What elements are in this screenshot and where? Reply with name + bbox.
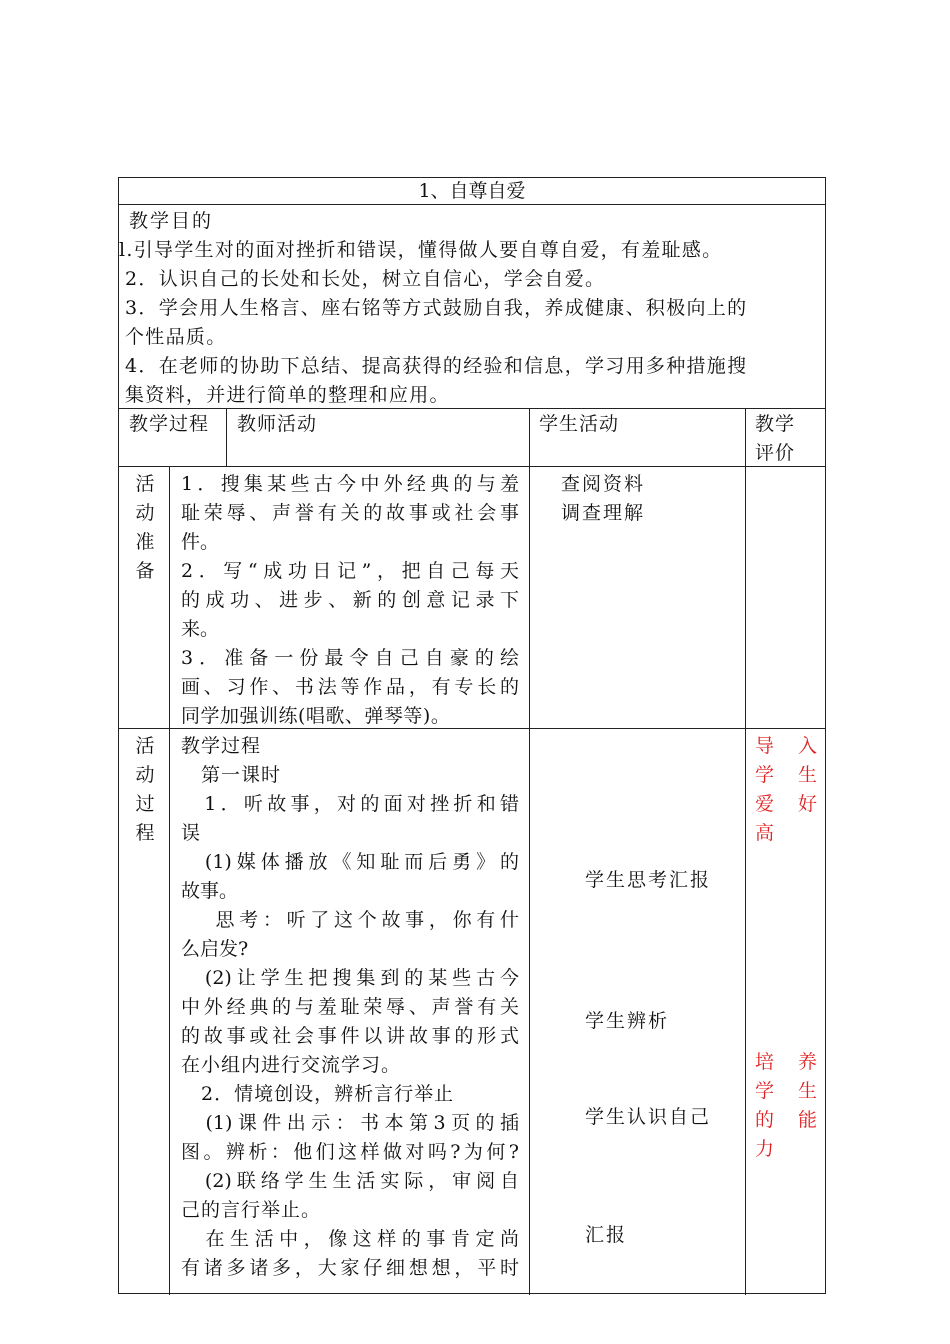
- lesson-title: 1、自尊自爱: [418, 180, 526, 202]
- process-line: 第一课时: [181, 764, 282, 786]
- lesson-plan-table: [118, 177, 826, 1294]
- process-line: 图。辨析：他们这样做对吗?为何?: [181, 1141, 519, 1163]
- process-line: 故事。: [181, 880, 239, 902]
- process-student-item: 学生辨析: [585, 1010, 670, 1032]
- evaluation-note-1: 导 入 学 生 爱 好 高: [755, 735, 817, 844]
- prep-line: 件。: [181, 531, 220, 553]
- column-divider: [226, 408, 227, 466]
- divider: [119, 728, 825, 729]
- objectives-heading: 教学目的: [129, 210, 214, 232]
- objective-item: l.引导学生对的面对挫折和错误，懂得做人要自尊自爱，有羞耻感。: [119, 239, 723, 261]
- objective-item: 个性品质。: [125, 326, 227, 348]
- objective-item: 3．学会用人生格言、座右铭等方式鼓励自我，养成健康、积极向上的: [125, 297, 748, 319]
- evaluation-note-2: 培 养 学 生 的 能 力: [755, 1051, 817, 1160]
- objective-item: 4．在老师的协助下总结、提高获得的经验和信息，学习用多种措施搜: [125, 355, 748, 377]
- process-line: 中外经典的与羞耻荣辱、声誉有关: [181, 996, 519, 1018]
- divider: [119, 204, 825, 205]
- prep-line: 画、习作、书法等作品，有专长的: [181, 676, 519, 698]
- header-evaluation-line2: 评价: [755, 442, 796, 464]
- process-line: 2．情境创设，辨析言行举止: [181, 1083, 455, 1105]
- prep-line: 同学加强训练(唱歌、弹琴等)。: [181, 705, 451, 727]
- prep-line: 耻荣辱、声誉有关的故事或社会事: [181, 502, 519, 524]
- process-label: 活动过程: [135, 735, 155, 844]
- process-line: 在小组内进行交流学习。: [181, 1054, 402, 1076]
- header-process: 教学过程: [129, 413, 210, 435]
- prep-line: 2．写“成功日记”，把自己每天: [181, 560, 519, 582]
- header-student-activity: 学生活动: [539, 413, 620, 435]
- process-student-item: 汇报: [585, 1224, 628, 1246]
- process-line: 思考：听了这个故事，你有什: [181, 909, 519, 931]
- process-line: (1)媒体播放《知耻而后勇》的: [181, 851, 519, 873]
- process-line: (2)让学生把搜集到的某些古今: [181, 967, 519, 989]
- process-line: 的故事或社会事件以讲故事的形式: [181, 1025, 519, 1047]
- header-evaluation-line1: 教学: [755, 413, 796, 435]
- prep-line: 1．搜集某些古今中外经典的与羞: [181, 473, 519, 495]
- process-line: 误: [181, 822, 201, 844]
- process-line: 有诸多诸多，大家仔细想想，平时: [181, 1257, 519, 1279]
- prep-label: 活动准备: [135, 473, 155, 582]
- divider: [119, 408, 825, 409]
- objective-item: 集资料，并进行简单的整理和应用。: [125, 384, 450, 406]
- column-divider: [169, 466, 170, 1295]
- process-line: 教学过程: [181, 735, 262, 757]
- prep-line: 的成功、进步、新的创意记录下: [181, 589, 519, 611]
- prep-line: 来。: [181, 618, 220, 640]
- prep-line: 3．准备一份最令自己自豪的绘: [181, 647, 519, 669]
- objective-item: 2．认识自己的长处和长处，树立自信心，学会自爱。: [125, 268, 606, 290]
- header-teacher-activity: 教师活动: [237, 413, 318, 435]
- process-line: 在生活中，像这样的事肯定尚: [181, 1228, 519, 1250]
- process-line: (2)联络学生生活实际，审阅自: [181, 1170, 519, 1192]
- process-line: 己的言行举止。: [181, 1199, 322, 1221]
- process-line: (1)课件出示：书本第3页的插: [181, 1112, 519, 1134]
- process-student-item: 学生认识自己: [585, 1106, 712, 1128]
- process-line: 1．听故事，对的面对挫折和错: [181, 793, 519, 815]
- column-divider: [529, 408, 530, 1295]
- prep-student-item: 查阅资料: [561, 473, 646, 495]
- divider: [119, 466, 825, 467]
- process-line: 么启发?: [181, 938, 249, 960]
- process-student-item: 学生思考汇报: [585, 869, 712, 891]
- prep-student-item: 调查理解: [561, 502, 646, 524]
- column-divider: [745, 408, 746, 1295]
